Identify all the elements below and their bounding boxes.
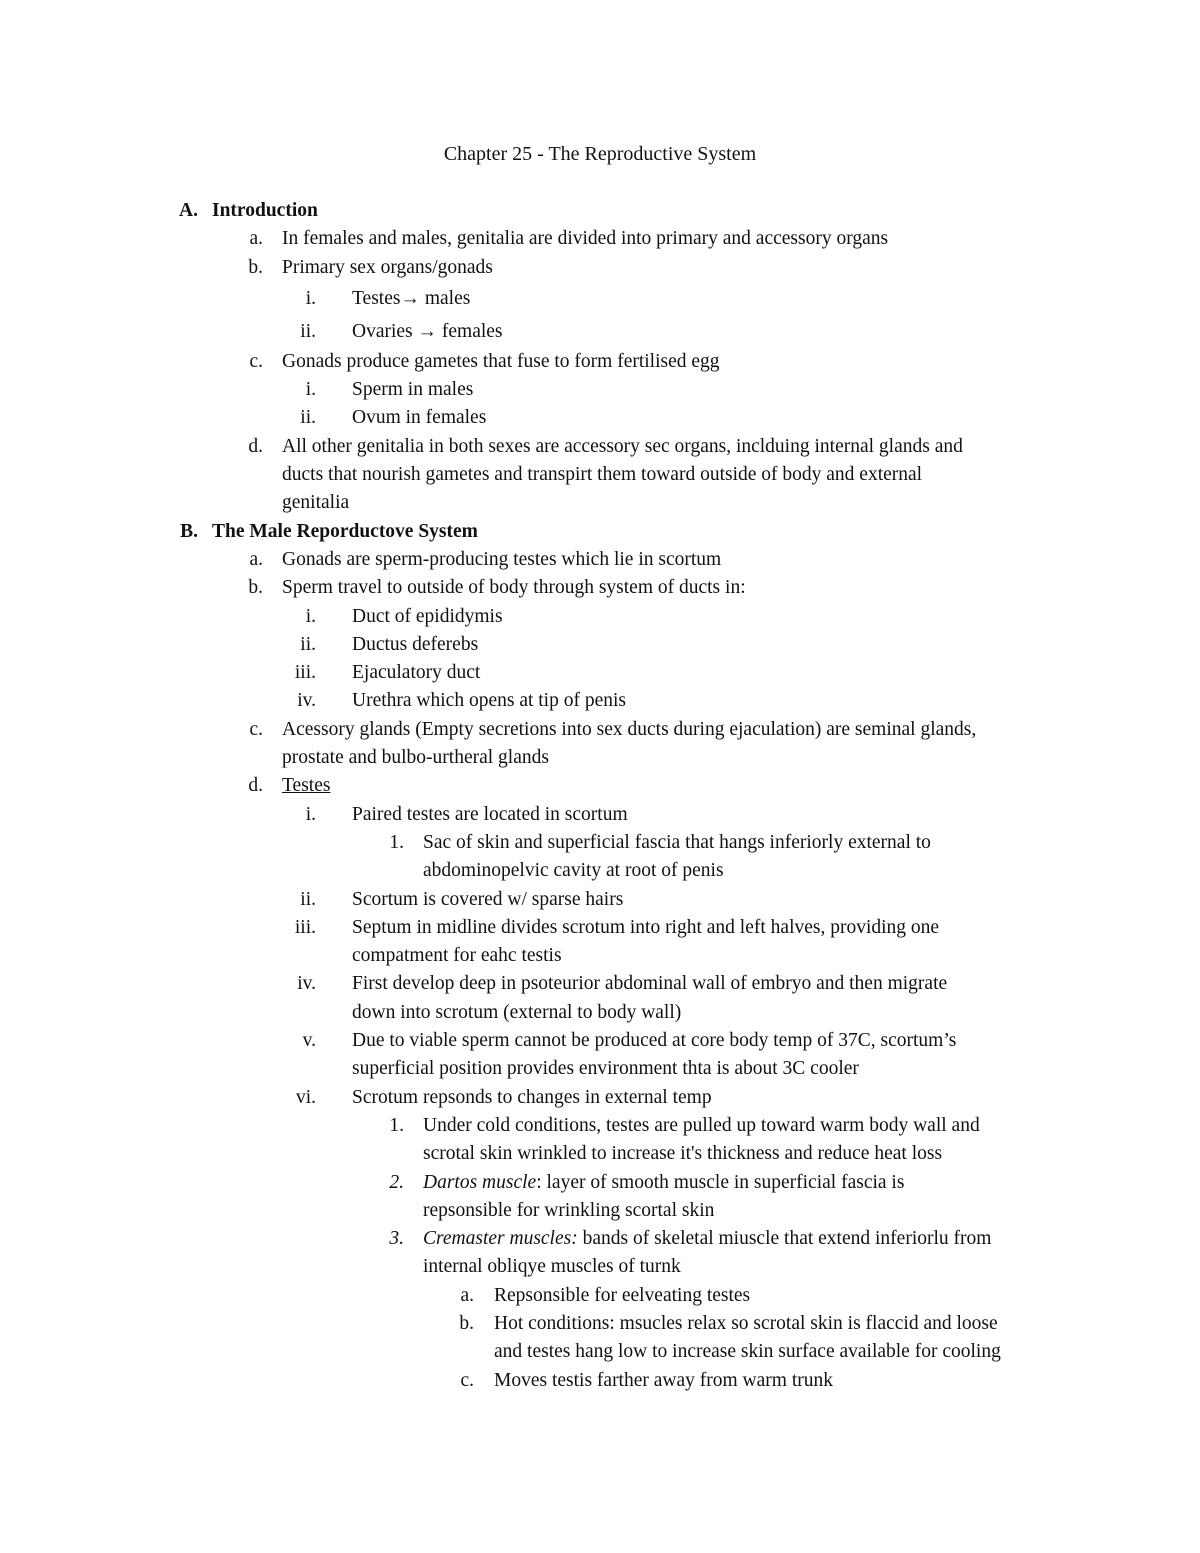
list-item bbox=[0, 659, 1200, 687]
item-marker: i. bbox=[305, 803, 316, 825]
item-marker: ii. bbox=[300, 407, 316, 429]
item-text: In females and males, genitalia are divided into primary and accessory organs bbox=[282, 228, 889, 250]
list-item bbox=[0, 1367, 1200, 1395]
list-item bbox=[0, 1084, 1200, 1112]
item-marker: 1. bbox=[389, 831, 404, 853]
list-item bbox=[0, 886, 1200, 914]
item-marker: d. bbox=[248, 775, 263, 797]
list-item-continuation bbox=[0, 744, 1200, 772]
item-marker: d. bbox=[248, 435, 263, 457]
item-text: Ductus deferebs bbox=[352, 633, 479, 655]
item-text bbox=[423, 1225, 1068, 1253]
item-text: Moves testis farther away from warm trunk bbox=[494, 1369, 833, 1391]
item-text: prostate and bulbo-urtheral glands bbox=[282, 747, 549, 769]
list-item bbox=[0, 914, 1200, 942]
item-text: Ovaries → females bbox=[352, 320, 503, 342]
section-marker: B. bbox=[180, 520, 198, 542]
list-item bbox=[0, 970, 1200, 998]
item-text: Scortum is covered w/ sparse hairs bbox=[352, 888, 624, 910]
item-marker: i. bbox=[305, 605, 316, 627]
list-item-continuation bbox=[0, 857, 1200, 885]
item-marker: ii. bbox=[300, 320, 316, 342]
item-text bbox=[423, 1169, 1068, 1197]
list-item bbox=[0, 1310, 1200, 1338]
document-title: Chapter 25 - The Reproductive System bbox=[443, 143, 757, 165]
list-item bbox=[0, 574, 1200, 602]
list-item bbox=[0, 687, 1200, 715]
item-text: Primary sex organs/gonads bbox=[282, 256, 493, 278]
item-text: Ejaculatory duct bbox=[352, 662, 481, 684]
item-text: Under cold conditions, testes are pulled up toward warm body wall and bbox=[423, 1114, 980, 1136]
item-marker: b. bbox=[248, 256, 263, 278]
term: Cremaster muscles: bbox=[423, 1228, 578, 1250]
list-item-continuation bbox=[0, 489, 1200, 517]
list-item-continuation bbox=[0, 1140, 1200, 1168]
list-item bbox=[0, 1027, 1200, 1055]
item-text: repsonsible for wrinkling scortal skin bbox=[423, 1199, 715, 1221]
list-item bbox=[0, 1169, 1200, 1197]
item-marker: 2. bbox=[389, 1171, 404, 1193]
list-item bbox=[0, 433, 1200, 461]
item-marker: i. bbox=[305, 287, 316, 309]
item-marker: vi. bbox=[295, 1086, 316, 1108]
section-b-heading bbox=[0, 518, 1200, 546]
list-item bbox=[0, 254, 1200, 282]
section-marker: A. bbox=[179, 200, 198, 221]
item-text: abdominopelvic cavity at root of penis bbox=[423, 860, 724, 882]
list-item bbox=[0, 772, 1200, 800]
item-text: First develop deep in psoteurior abdominal wall of embryo and then migrate bbox=[352, 973, 948, 995]
section-a-heading bbox=[0, 197, 1200, 225]
item-text: genitalia bbox=[282, 492, 350, 514]
item-marker: v. bbox=[302, 1030, 316, 1052]
item-text: superficial position provides environment thta is about 3C cooler bbox=[352, 1058, 859, 1080]
list-item bbox=[0, 282, 1200, 315]
list-item-continuation bbox=[0, 942, 1200, 970]
item-marker: c. bbox=[249, 718, 263, 740]
subsection-title: Testes bbox=[282, 775, 331, 797]
item-text: ducts that nourish gametes and transpirt them toward outside of body and external bbox=[282, 464, 923, 486]
definition: : layer of smooth muscle in superficial fascia is bbox=[536, 1171, 905, 1193]
item-text: Duct of epididymis bbox=[352, 605, 503, 627]
definition: bands of skeletal miuscle that extend inferiorlu from bbox=[577, 1228, 992, 1250]
item-text: Sperm in males bbox=[352, 379, 474, 401]
list-item bbox=[0, 225, 1200, 253]
list-item bbox=[0, 546, 1200, 574]
item-text: internal obliqye muscles of turnk bbox=[423, 1256, 681, 1278]
item-marker: a. bbox=[249, 548, 263, 570]
item-text: Acessory glands (Empty secretions into sex ducts during ejaculation) are seminal glands, bbox=[282, 718, 977, 740]
list-item bbox=[0, 376, 1200, 404]
item-text: scrotal skin wrinkled to increase it's thickness and reduce heat loss bbox=[423, 1143, 943, 1165]
item-text: Repsonsible for eelveating testes bbox=[494, 1284, 751, 1306]
list-item bbox=[0, 631, 1200, 659]
item-marker: a. bbox=[460, 1284, 474, 1306]
item-marker: b. bbox=[248, 577, 263, 599]
item-marker: iv. bbox=[297, 973, 316, 995]
list-item-continuation bbox=[0, 1055, 1200, 1083]
item-text: Due to viable sperm cannot be produced at core body temp of 37C, scortum’s bbox=[352, 1030, 957, 1052]
item-text: Gonads produce gametes that fuse to form fertilised egg bbox=[282, 350, 720, 372]
item-marker: 1. bbox=[389, 1114, 404, 1136]
list-item bbox=[0, 315, 1200, 348]
list-item-continuation bbox=[0, 999, 1200, 1027]
item-text: Testes→ males bbox=[352, 287, 471, 309]
list-item-continuation bbox=[0, 1253, 1200, 1281]
list-item bbox=[0, 1225, 1200, 1253]
section-title: Introduction bbox=[212, 200, 318, 221]
list-item bbox=[0, 404, 1200, 432]
item-text: Scrotum repsonds to changes in external temp bbox=[352, 1086, 712, 1108]
item-text: Sac of skin and superficial fascia that hangs inferiorly external to bbox=[423, 831, 931, 853]
list-item-continuation bbox=[0, 1338, 1200, 1366]
item-marker: iv. bbox=[297, 690, 316, 712]
list-item bbox=[0, 348, 1200, 376]
item-text: Paired testes are located in scortum bbox=[352, 803, 628, 825]
item-marker: iii. bbox=[294, 662, 316, 684]
item-text: Urethra which opens at tip of penis bbox=[352, 690, 627, 712]
item-text: Gonads are sperm-producing testes which lie in scortum bbox=[282, 548, 722, 570]
list-item bbox=[0, 829, 1200, 857]
item-marker: ii. bbox=[300, 888, 316, 910]
item-marker: iii. bbox=[294, 916, 316, 938]
list-item-continuation bbox=[0, 461, 1200, 489]
item-text: Sperm travel to outside of body through system of ducts in: bbox=[282, 577, 746, 599]
list-item bbox=[0, 1112, 1200, 1140]
item-text: Hot conditions: msucles relax so scrotal skin is flaccid and loose bbox=[494, 1312, 998, 1334]
list-item-continuation bbox=[0, 1197, 1200, 1225]
item-marker: 3. bbox=[389, 1228, 404, 1250]
item-text: and testes hang low to increase skin surface available for cooling bbox=[494, 1341, 1001, 1363]
item-text: All other genitalia in both sexes are accessory sec organs, inclduing internal glands and bbox=[282, 435, 963, 457]
item-text: compatment for eahc testis bbox=[352, 945, 562, 967]
item-text: Ovum in females bbox=[352, 407, 487, 429]
item-marker: a. bbox=[249, 228, 263, 250]
outline bbox=[0, 197, 1200, 1395]
item-text: down into scrotum (external to body wall) bbox=[352, 1001, 682, 1023]
item-marker: c. bbox=[249, 350, 263, 372]
section-title: The Male Reporductove System bbox=[212, 520, 478, 542]
item-text: Septum in midline divides scrotum into right and left halves, providing one bbox=[352, 916, 940, 938]
item-marker: ii. bbox=[300, 633, 316, 655]
list-item bbox=[0, 716, 1200, 744]
term: Dartos muscle bbox=[423, 1171, 537, 1193]
list-item bbox=[0, 801, 1200, 829]
item-marker: i. bbox=[305, 379, 316, 401]
list-item bbox=[0, 1282, 1200, 1310]
list-item bbox=[0, 603, 1200, 631]
item-marker: b. bbox=[459, 1312, 474, 1334]
item-marker: c. bbox=[460, 1369, 474, 1391]
